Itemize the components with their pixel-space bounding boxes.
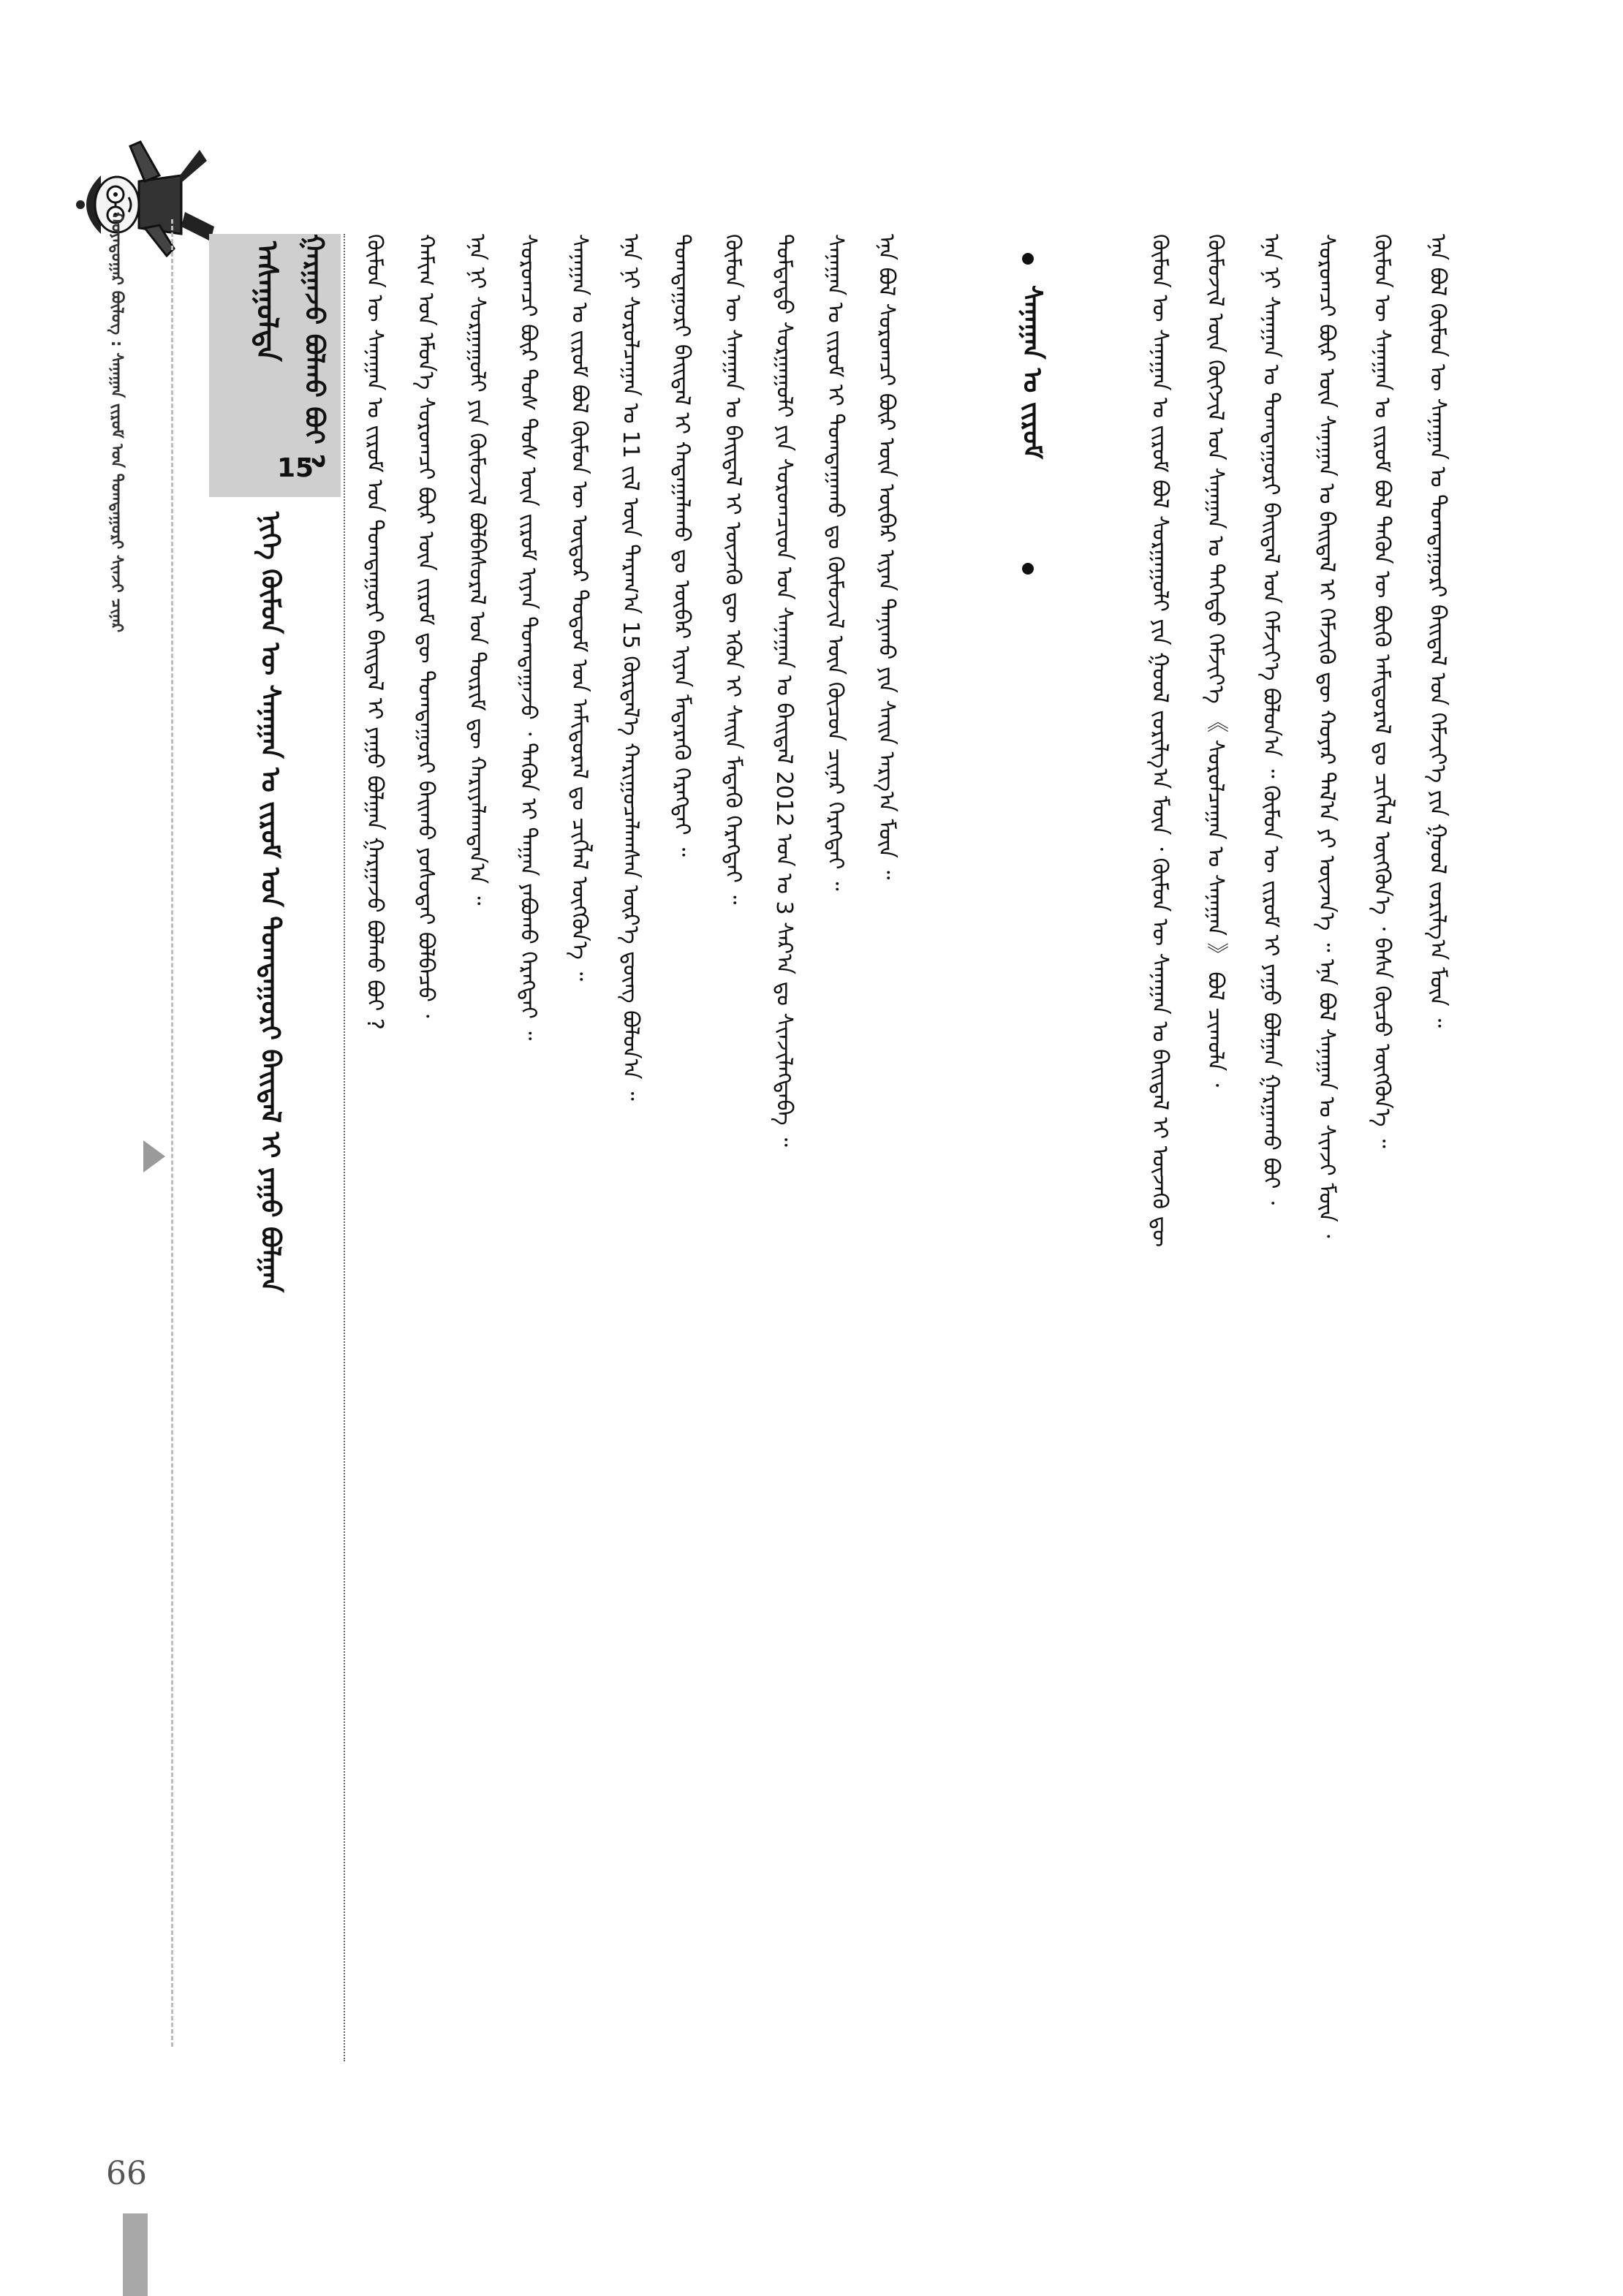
paragraph-line: ᠰᠤᠷᠤᠭᠴᠢ ᠪᠦᠷ ᠦᠨ ᠰᠠᠨᠠᠭᠠᠨ ᠤ ᠪᠠᠢᠳᠠᠯ ᠢ ᠬᠡᠮᠵᠢᠬᠦ ᠳᠦ ᠬᠣᠶᠠᠷ ᠲᠠᠯ᠎ᠠ ᠶᠢ ᠦᠵᠡᠨ᠎ᠡ ᠃ ᠡᠨᠡ ᠪᠣᠯ ᠰᠠᠨᠠᠭᠠᠨ ᠤ ᠰᠢᠨᠵᠢ ᠮᠦᠨ ᠂ — [1314, 234, 1339, 1238]
paragraph-line: ᠬᠦᠮᠦᠵᠢᠯ ᠦᠨ ᠬᠥᠭᠵᠢᠯ ᠤᠨ ᠰᠠᠨᠠᠭᠠᠨ ᠤ ᠳᠡᠭᠡᠳᠦ ᠬᠡᠮᠵᠢᠶ᠎ᠡ 《 ᠰᠤᠷᠤᠯᠴᠠᠭᠠᠨ ᠤ ᠰᠠᠨᠠᠭᠠᠨ 》 ᠪᠣᠯ ᠴᠢᠬᠤᠯᠠ ᠂ — [1203, 234, 1228, 1088]
paragraph-line: ᠬᠦᠮᠦᠨ ᠦ ᠰᠠᠨᠠᠭᠠᠨ ᠤ ᠵᠢᠷᠤᠮ ᠪᠣᠯ ᠲᠡᠭᠦᠨ ᠦ ᠪᠦᠬᠦ ᠠᠮᠢᠳᠤᠷᠠᠯ ᠳᠤ ᠴᠢᠭᠯᠡᠯ ᠥᠭᠭᠦᠨ᠎ᠡ ᠂ ᠪᠠᠰᠠ ᠬᠦᠴᠦ ᠥᠭᠭᠦᠨ᠎ᠡ ᠃ — [1369, 234, 1395, 1148]
body-line: ᠬᠠᠮᠢᠭ ᠤᠨ ᠡᠮᠦᠨ᠎ᠡ ᠰᠤᠷᠤᠭᠴᠢ ᠪᠦᠷ ᠦᠨ ᠵᠢᠷᠤᠮ ᠳᠦ ᠲᠣᠭᠲᠠᠭᠤᠷᠢ ᠪᠠᠢᠬᠤ ᠶᠣᠰᠣᠲᠠᠢ ᠪᠣᠯᠪᠠᠴᠤ ᠂ — [413, 234, 439, 1018]
body-line: ᠡᠨᠡ ᠨᠢ ᠰᠤᠷᠭᠠᠭᠤᠯᠢ ᠶᠢᠨ ᠬᠦᠮᠦᠵᠢᠯ ᠪᠣᠯᠪᠠᠰᠤᠷᠠᠯ ᠤᠨ ᠳᠦᠷᠢᠮ ᠳᠦ ᠬᠠᠷᠢᠶᠠᠯᠠᠭᠳᠠᠨ᠎ᠠ ᠃ — [464, 234, 490, 906]
question-number: 15 — [276, 453, 314, 483]
paragraph-line: ᠡᠨᠡ ᠨᠢ ᠰᠠᠨᠠᠭᠠᠨ ᠤ ᠲᠣᠭᠲᠠᠭᠤᠷᠢ ᠪᠠᠢᠳᠠᠯ ᠤᠨ ᠬᠡᠮᠵᠢᠶ᠎ᠡ ᠪᠣᠯᠤᠨ᠎ᠠ ᠃ ᠬᠦᠮᠦᠨ ᠦ ᠵᠢᠷᠤᠮ ᠢ ᠶᠠᠭᠤ ᠪᠣᠯᠭᠠᠨ ᠭᠠᠷᠭᠠᠬᠤ ᠪᠤᠢ ᠂ — [1258, 234, 1284, 1205]
body-line: ᠰᠠᠨᠠᠭᠠᠨ ᠤ ᠵᠢᠷᠤᠮ ᠪᠣᠯ ᠬᠦᠮᠦᠨ ᠦ ᠥᠳᠦᠷ ᠲᠤᠲᠤᠮ ᠤᠨ ᠠᠮᠢᠳᠤᠷᠠᠯ ᠳᠤ ᠴᠢᠭᠯᠡᠯ ᠥᠭᠭᠦᠨ᠎ᠡ ᠃ — [567, 234, 592, 981]
mascot-boy-illustration — [64, 132, 225, 278]
bullet-dot — [1022, 253, 1034, 265]
body-line: ᠡᠨᠡ ᠪᠣᠯ ᠰᠤᠷᠤᠭᠴᠢ ᠪᠦᠷ ᠦᠨ ᠥᠪᠡᠷ ᠢᠶᠡᠨ ᠲᠠᠨᠢᠬᠤ ᠶᠢᠨ ᠰᠠᠢᠨ ᠠᠷᠭ᠎ᠠ ᠮᠦᠨ ᠃ — [874, 234, 899, 880]
dashed-margin-line — [171, 219, 173, 2047]
body-line: ᠡᠨᠡ ᠨᠢ ᠰᠤᠷᠤᠯᠴᠠᠭᠠᠨ ᠤ 11 ᠵᠢᠯ ᠦᠨ ᠳᠠᠷᠠᠭ᠎ᠠ 15 ᠬᠦᠷᠲᠡᠯ᠎ᠡ ᠬᠠᠷᠢᠭᠤᠴᠠᠯᠠᠭᠰᠠᠨ ᠦᠷ᠎ᠡ ᠳ᠋ᠦᠩ ᠪᠣᠯᠤᠨ᠎ᠠ ᠃ — [618, 234, 643, 1101]
body-line: ᠳᠤᠮᠳᠠᠳᠤ ᠰᠤᠷᠭᠠᠭᠤᠯᠢ ᠶᠢᠨ ᠰᠤᠷᠤᠭᠴᠢᠳ ᠤᠨ ᠰᠠᠨᠠᠭᠠᠨ ᠤ ᠪᠠᠢᠳᠠᠯ 2012 ᠣᠨ ᠤ 3 ᠰᠠᠷ᠎ᠠ ᠳᠤ ᠰᠢᠨᠵᠢᠯᠡᠭᠳᠡᠪᠡ ᠃ — [771, 234, 797, 1147]
body-line: ᠬᠦᠮᠦᠨ ᠦ ᠰᠠᠨᠠᠭᠠᠨ ᠤ ᠪᠠᠢᠳᠠᠯ ᠢ ᠦᠵᠡᠬᠦ ᠳᠦ ᠡᠭᠦᠨ ᠢ ᠰᠠᠢᠨ ᠮᠡᠳᠡᠬᠦ ᠬᠡᠷᠡᠭᠲᠡᠢ ᠃ — [720, 234, 746, 905]
page-number: 66 — [106, 2155, 147, 2192]
bullet-dot — [1022, 563, 1034, 575]
question-heading-line-2: ᠭᠠᠷᠭᠠᠵᠤ ᠪᠣᠯᠬᠤ ᠪᠤᠢ ? — [299, 234, 329, 469]
question-heading-line-1: ᠨᠢᠭᠡ ᠬᠦᠮᠦᠨ ᠦ ᠰᠠᠨᠠᠭᠠᠨ ᠤ ᠵᠢᠷᠤᠮ ᠤᠨ ᠲᠣᠭᠲᠠᠭᠤᠷᠢ ᠪᠠᠢᠳᠠᠯ ᠢ ᠶᠠᠭᠤ ᠪᠣᠯᠭᠠᠨ — [255, 512, 285, 1292]
chapter-thumb-bar — [123, 2213, 148, 2296]
running-head: ᠬᠣᠶᠠᠳᠤᠭᠠᠷ ᠪᠦᠯᠦᠭ : ᠰᠠᠨᠠᠭᠠᠨ ᠵᠢᠷᠤᠮ ᠤᠨ ᠲᠣᠭᠲᠠᠭᠤᠷᠢ ᠰᠢᠨᠵᠢ ᠴᠢᠨᠠᠷ — [107, 212, 126, 633]
paragraph-line: ᠬᠦᠮᠦᠨ ᠦ ᠰᠠᠨᠠᠭᠠᠨ ᠤ ᠵᠢᠷᠤᠮ ᠪᠣᠯ ᠰᠤᠷᠭᠠᠭᠤᠯᠢ ᠶᠢᠨ ᠭᠣᠣᠯ ᠵᠣᠷᠢᠯᠭ᠎ᠠ ᠮᠦᠨ ᠂ ᠬᠦᠮᠦᠨ ᠦ ᠰᠠᠨᠠᠭᠠᠨ ᠤ ᠪᠠᠢᠳᠠᠯ ᠢ ᠦᠵᠡᠬᠦ ᠳᠦ — [1147, 234, 1173, 1248]
body-line: ᠬᠦᠮᠦᠨ ᠦ ᠰᠠᠨᠠᠭᠠᠨ ᠤ ᠵᠢᠷᠤᠮ ᠤᠨ ᠲᠣᠭᠲᠠᠭᠤᠷᠢ ᠪᠠᠢᠳᠠᠯ ᠢ ᠶᠠᠭᠤ ᠪᠣᠯᠭᠠᠨ ᠭᠠᠷᠭᠠᠵᠤ ᠪᠣᠯᠬᠤ ᠪᠤᠢ ? — [362, 234, 387, 1030]
arrow-right-icon — [143, 1140, 165, 1172]
bullet-heading: ᠰᠠᠨᠠᠭᠠᠨ ᠤ ᠵᠢᠷᠤᠮ — [1017, 285, 1047, 460]
body-line: ᠰᠤᠷᠤᠭᠴᠢ ᠪᠦᠷ ᠲᠤᠰ ᠲᠤᠰ ᠦᠨ ᠵᠢᠷᠤᠮ ᠢᠶᠠᠨ ᠲᠣᠭᠲᠠᠭᠠᠵᠤ ᠂ ᠲᠡᠭᠦᠨ ᠢ ᠳᠠᠭᠠᠨ ᠶᠠᠪᠤᠬᠤ ᠬᠡᠷᠡᠭᠲᠡᠢ ᠃ — [515, 234, 541, 1041]
body-line: ᠰᠠᠨᠠᠭᠠᠨ ᠤ ᠵᠢᠷᠤᠮ ᠢ ᠲᠣᠭᠲᠠᠭᠠᠬᠤ ᠳᠤ ᠬᠦᠮᠦᠵᠢᠯ ᠦᠨ ᠬᠦᠴᠦᠨ ᠴᠢᠨᠠᠷ ᠬᠡᠷᠡᠭᠲᠡᠢ ᠃ — [822, 234, 848, 891]
question-tab-label: ᠠᠰᠠᠭᠤᠯᠲᠠ — [250, 241, 284, 362]
body-line: ᠲᠣᠭᠲᠠᠭᠤᠷᠢ ᠪᠠᠢᠳᠠᠯ ᠢ ᠬᠠᠳᠠᠭᠠᠯᠠᠬᠤ ᠳᠤ ᠥᠪᠡᠷ ᠢᠶᠡᠨ ᠮᠡᠳᠡᠷᠡᠬᠦ ᠬᠡᠷᠡᠭᠲᠡᠢ ᠃ — [669, 234, 695, 857]
paragraph-line: ᠡᠨᠡ ᠪᠣᠯ ᠬᠦᠮᠦᠨ ᠦ ᠰᠠᠨᠠᠭᠠᠨ ᠤ ᠲᠣᠭᠲᠠᠭᠤᠷᠢ ᠪᠠᠢᠳᠠᠯ ᠤᠨ ᠬᠡᠮᠵᠢᠶ᠎ᠡ ᠶᠢᠨ ᠭᠣᠣᠯ ᠵᠣᠷᠢᠯᠭ᠎ᠠ ᠮᠦᠨ ᠃ — [1425, 234, 1450, 1028]
column-divider — [344, 234, 345, 2061]
